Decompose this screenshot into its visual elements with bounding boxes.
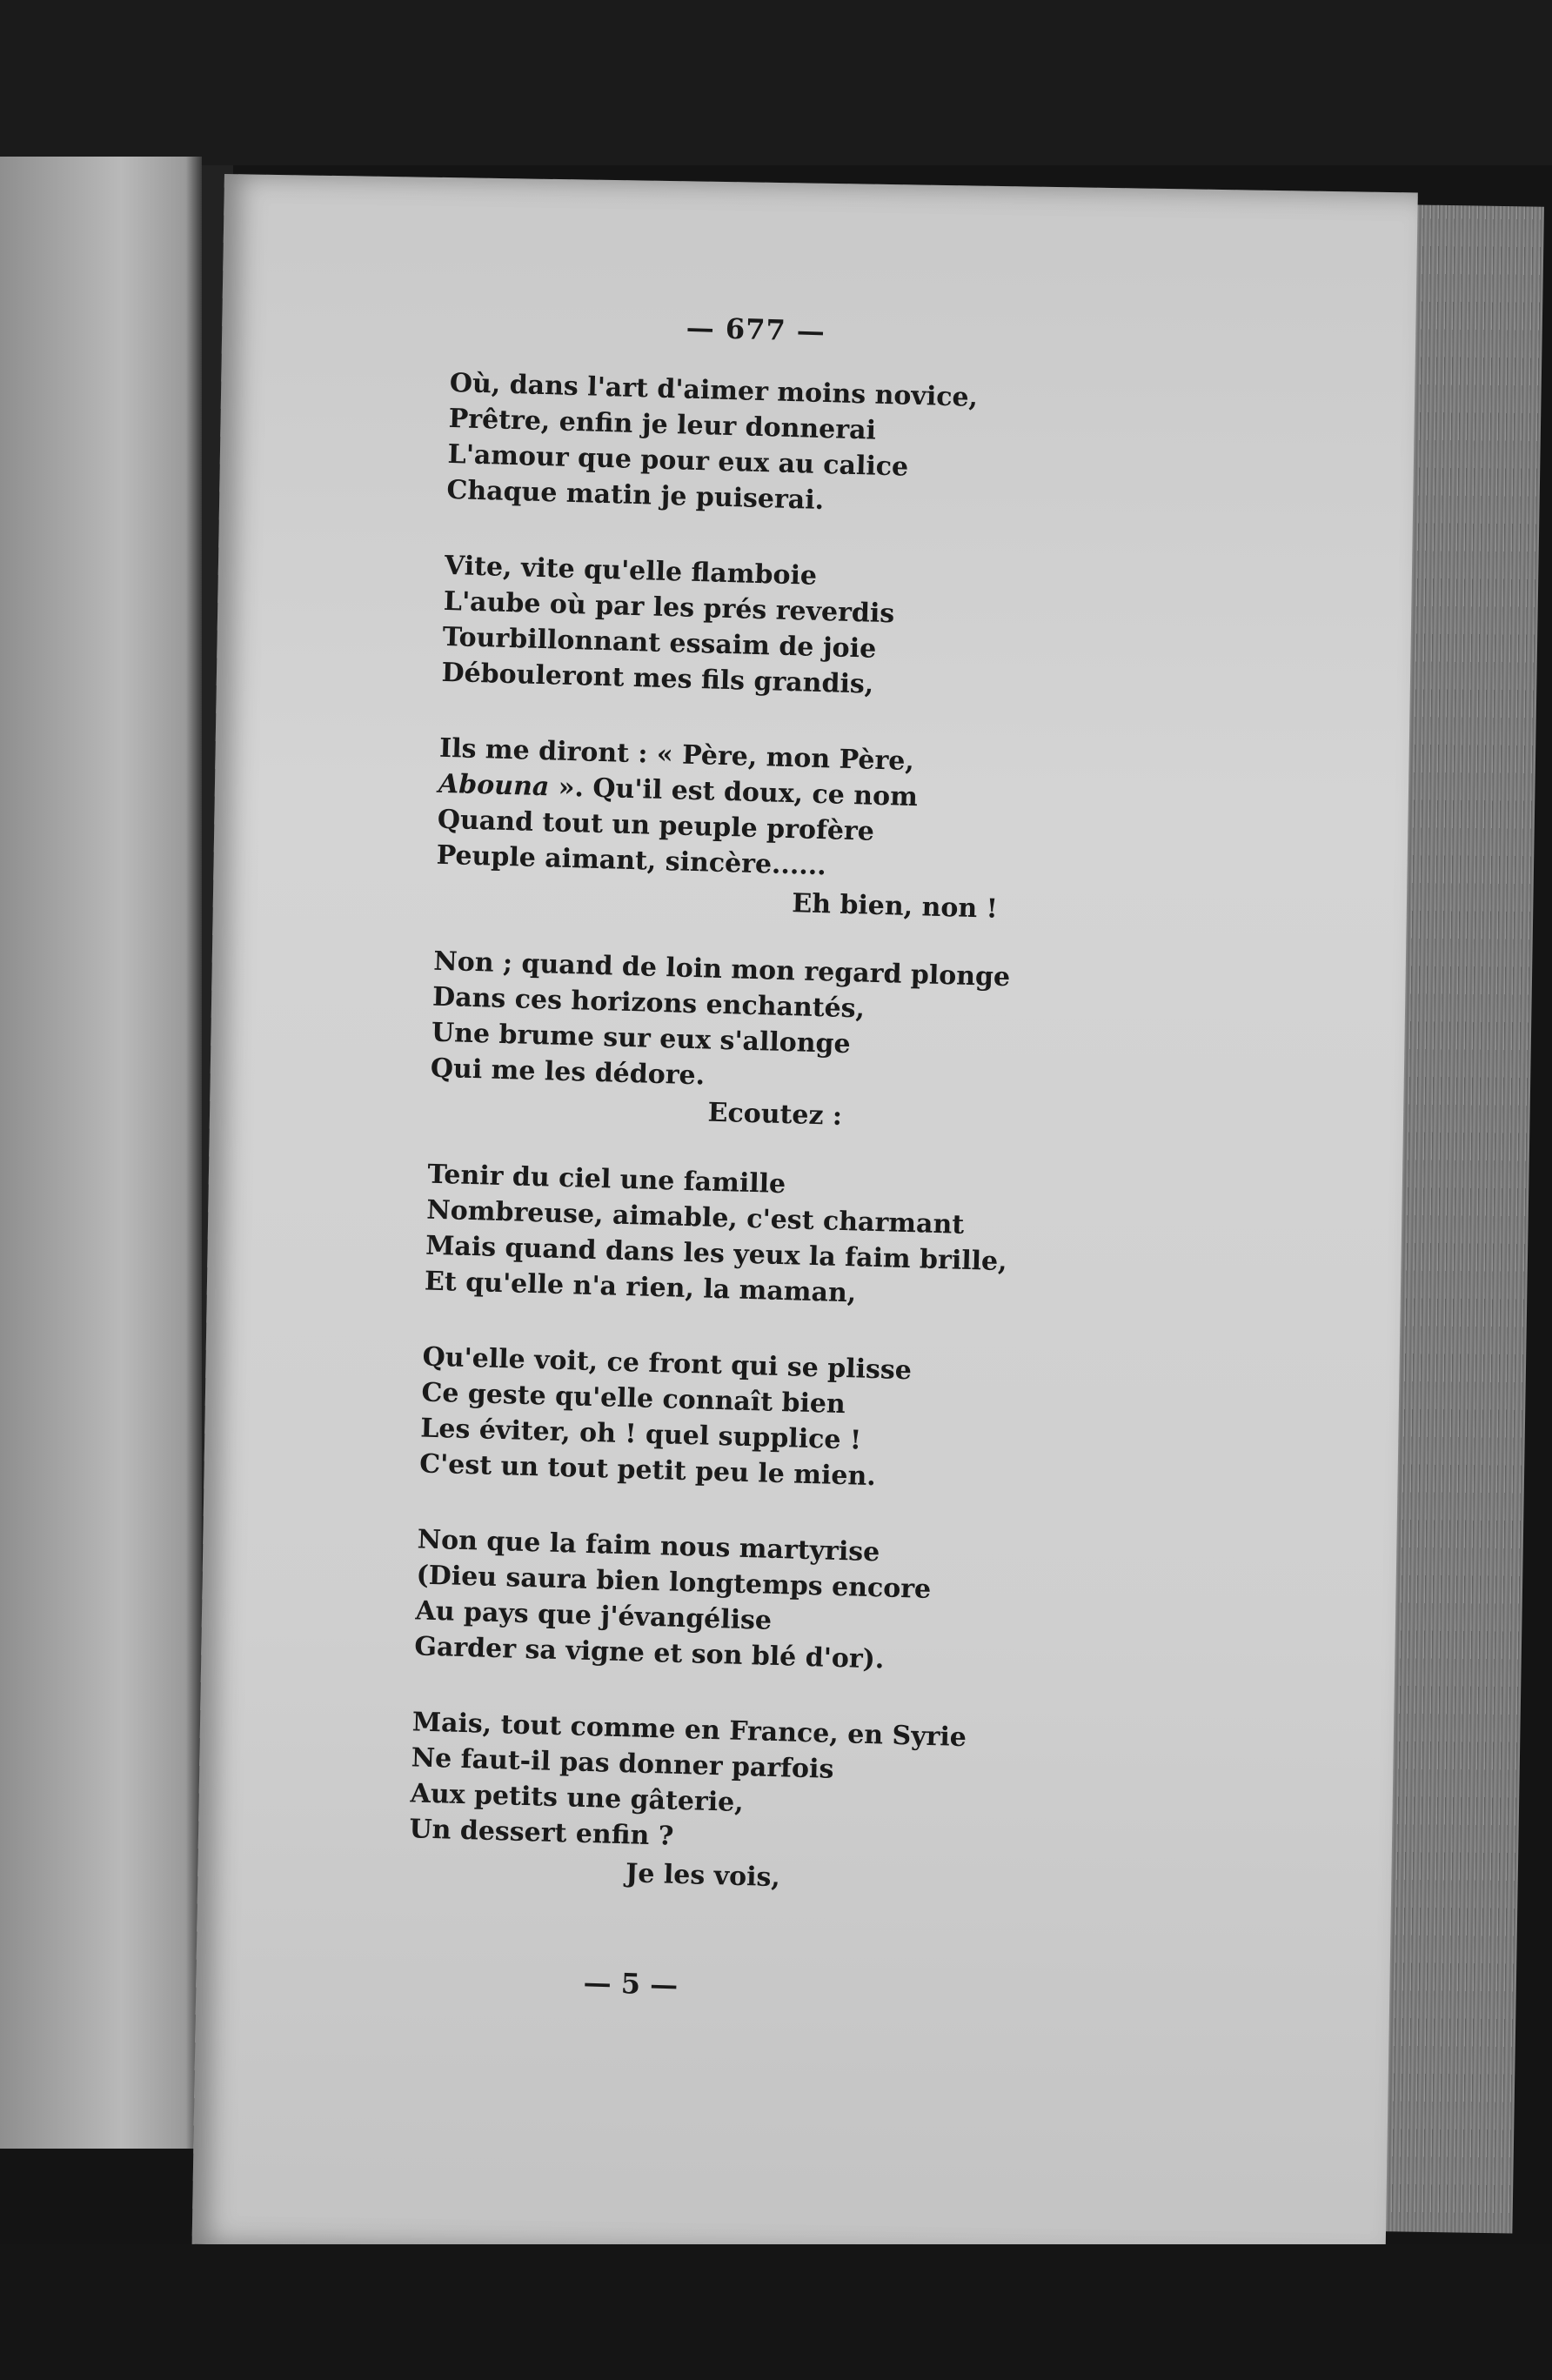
verse-line: Quand tout un peuple profère (437, 804, 875, 847)
page-number: — 677 — (686, 311, 826, 348)
verse-line: Mais quand dans les yeux la faim brille, (425, 1230, 1008, 1278)
verse-line: Tourbillonnant essaim de joie (442, 621, 877, 665)
verse-line: L'amour que pour eux au calice (447, 438, 909, 483)
stanza-6 (419, 1340, 913, 1496)
signature-mark: — 5 — (583, 1965, 679, 2002)
film-border-top (0, 0, 1552, 165)
verse-line-right: Eh bien, non ! (791, 888, 999, 925)
verse-line: Prêtre, enfin je leur donnerai (448, 403, 877, 446)
verse-line: Qu'elle voit, ce front qui se plisse (422, 1341, 913, 1387)
film-border-bottom (0, 2244, 1552, 2380)
verse-line: Non ; quand de loin mon regard plonge (432, 946, 1011, 993)
verse-line: Qui me les dédore. (430, 1053, 706, 1092)
verse-line: C'est un tout petit peu le mien. (418, 1448, 877, 1493)
verse-line: Où, dans l'art d'aimer moins novice, (449, 367, 979, 413)
poem-text-block (403, 287, 1079, 2078)
verse-line: (Dieu saura bien longtemps encore (416, 1560, 932, 1605)
verse-line: Garder sa vigne et son blé d'or). (413, 1631, 885, 1675)
verse-line-right: Je les vois, (625, 1858, 781, 1894)
verse-line: Tenir du ciel une famille (427, 1159, 786, 1200)
verse-line: Débouleront mes fils grandis, (441, 657, 874, 700)
verse-line: Mais, tout comme en France, en Syrie (411, 1707, 967, 1754)
verse-line: Aux petits une gâterie, (410, 1778, 745, 1819)
verse-line: Une brume sur eux s'allonge (431, 1017, 852, 1060)
verse-word-italic: Abouna (438, 768, 550, 803)
verse-line-right: Ecoutez : (707, 1097, 843, 1132)
facing-page-left (0, 157, 202, 2149)
stanza-7 (414, 1521, 933, 1678)
verse-line: Nombreuse, aimable, c'est charmant (425, 1194, 965, 1240)
verse-line-rest: ». Qu'il est doux, ce nom (548, 772, 919, 813)
verse-line: Au pays que j'évangélise (415, 1595, 773, 1636)
stanza-5 (424, 1157, 1009, 1316)
stanza-4 (430, 944, 1011, 1132)
verse-line: Vite, vite qu'elle flamboie (444, 550, 818, 592)
stanza-8 (408, 1704, 967, 1894)
verse-line: Les éviter, oh ! quel supplice ! (419, 1413, 862, 1456)
verse-line: Non que la faim nous martyrise (417, 1524, 880, 1568)
verse-line: L'aube où par les prés reverdis (443, 585, 895, 630)
verse-line: Ce geste qu'elle connaît bien (421, 1377, 846, 1421)
verse-line: Peuple aimant, sincère...... (436, 839, 827, 882)
verse-line: Et qu'elle n'a rien, la maman, (424, 1266, 857, 1309)
stanza-3 (436, 731, 999, 925)
stanza-1 (446, 365, 979, 523)
verse-line: Dans ces horizons enchantés, (431, 981, 866, 1025)
stanza-2 (441, 548, 896, 703)
verse-line: Ils me diront : « Père, mon Père, (438, 732, 915, 778)
verse-line: Un dessert enfin ? (408, 1814, 674, 1852)
verse-line: Ne faut-il pas donner parfois (411, 1742, 834, 1785)
verse-line: Chaque matin je puiserai. (445, 474, 825, 517)
